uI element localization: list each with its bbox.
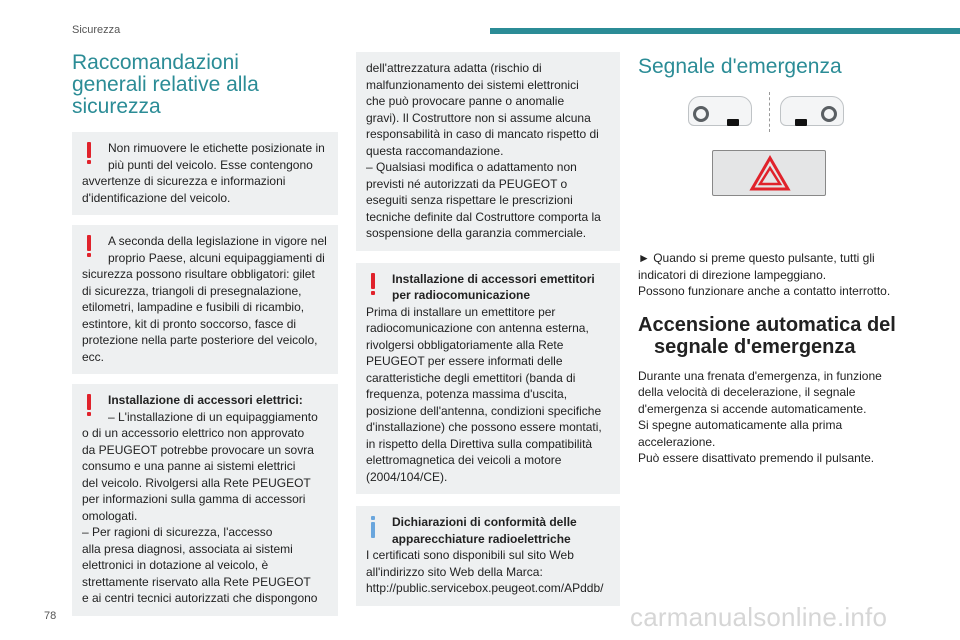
- hazard-button-position-icon: [727, 119, 739, 126]
- warning-box-radio-transmitters: Installazione di accessori emettitori per radiocomunicazione Prima di installare un emettitore per radiocomunicazione con antenna esterna, rivolgersi obbligatoriamente alla Rete PEUGEOT per essere informati delle caratteristiche degli emettitori (banda di frequenza, potenza massima d'uscita, posizione dell'antenna, condizioni specifiche d'installazione) che possono essere montati, in rispetto della Direttiva sulla compatibilità elettromagnetica dei veicoli a motore (2004/104/CE).: [356, 263, 620, 495]
- warning-icon: [84, 235, 94, 257]
- column-2: [356, 52, 620, 606]
- column-3: [638, 52, 900, 467]
- steering-wheel-icon: [693, 106, 709, 122]
- automatic-hazard-subtitle: Accensione automatica del segnale d'emergenza: [638, 313, 896, 358]
- header-accent-bar: [490, 28, 960, 34]
- column-1: [72, 52, 338, 616]
- automatic-hazard-description: Durante una frenata d'emergenza, in funzione della velocità di decelerazione, il segnale d'emergenza si accende automaticamente. Si spegne automaticamente alla prima accelerazione. Può essere disattivato premendo il pulsante.: [638, 368, 882, 465]
- hazard-warning-button: [712, 150, 826, 196]
- warning-box-continued: dell'attrezzatura adatta (rischio di malfunzionamento dei sistemi elettronici che può provocare panne o anomalie gravi). Il Costruttore non si assume alcuna responsabilità in caso di mancato rispetto di questa raccomandazione. – Qualsiasi modifica o adattamento non previsti né autorizzati da PEUGEOT o eseguiti senza rispettare le prescrizioni tecniche definite dal Costruttore comporta la sospensione della garanzia commerciale.: [356, 52, 620, 251]
- warning-box-electrical-accessories: Installazione di accessori elettrici: – L'installazione di un equipaggiamento o di un accessorio elettrico non approvato da PEUGEOT potrebbe provocare un sovra consumo e una panne ai sistemi elettrici del veicolo. Rivolgersi alla Rete PEUGEOT per informazioni sulla gamma di accessori omologati. – Per ragioni di sicurezza, l'accesso alla presa diagnosi, associata ai sistemi elettronici in dotazione al veicolo, è strettamente riservato alla Rete PEUGEOT e ai centri tecnici autorizzati che dispongono: [72, 384, 338, 616]
- watermark: carmanualsonline.info: [630, 602, 888, 632]
- hazard-warning-description: ► Quando si preme questo pulsante, tutti gli indicatori di direzione lampeggiano. Possono funzionare anche a contatto interrotto.: [638, 251, 891, 298]
- illustration-divider: [769, 92, 770, 132]
- warning-icon: [84, 394, 94, 416]
- hazard-warning-button-illustration: [638, 92, 900, 252]
- section-header: Sicurezza: [72, 24, 121, 36]
- servicebox-link[interactable]: http://public.servicebox.peugeot.com/APddb/: [366, 581, 604, 595]
- info-icon: [368, 516, 378, 538]
- left-hand-drive-panel: [688, 96, 752, 126]
- warning-icon: [368, 273, 378, 295]
- warning-box-legislation: A seconda della legislazione in vigore nel proprio Paese, alcuni equipaggiamenti di sicurezza possono risultare obbligatori: gilet di sicurezza, triangoli di presegnalazione, etilometri, lampadine e fusibili di ricambio, estintore, kit di pronto soccorso, fasce di protezione nella parte posteriore del veicolo, ecc.: [72, 225, 338, 374]
- hazard-button-position-icon: [795, 119, 807, 126]
- steering-wheel-icon: [821, 106, 837, 122]
- safety-recommendations-title: Raccomandazioni generali relative alla sicurezza: [72, 51, 259, 118]
- hazard-warning-title: Segnale d'emergenza: [638, 55, 842, 78]
- info-box-conformity: Dichiarazioni di conformità delle apparecchiature radioelettriche I certificati sono disponibili sul sito Web all'indirizzo sito Web della Marca: http://public.servicebox.peugeot.com/APddb/: [356, 506, 620, 606]
- hazard-triangle-icon: [713, 151, 827, 197]
- warning-icon: [84, 142, 94, 164]
- warning-box-labels: Non rimuovere le etichette posizionate in più punti del veicolo. Esse contengono avvertenze di sicurezza e informazioni d'identificazione del veicolo.: [72, 132, 338, 215]
- page-number: 78: [44, 610, 57, 622]
- right-hand-drive-panel: [780, 96, 844, 126]
